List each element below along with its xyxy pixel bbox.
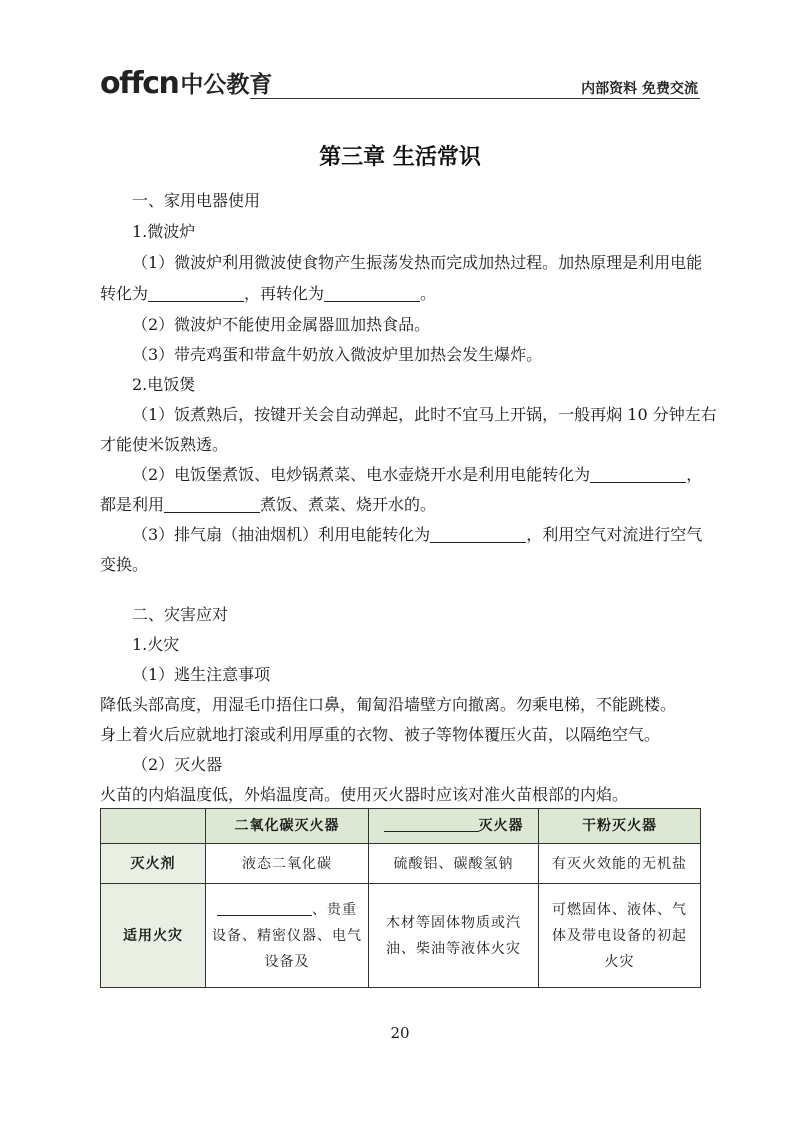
header-note: 内部资料 免费交流: [581, 81, 698, 97]
table-header-co2: 二氧化碳灭火器: [206, 809, 369, 844]
exhaust-fan-line1: [132, 522, 702, 545]
text-fragment: 、贵重: [312, 901, 357, 918]
microwave-item1-line2: [100, 281, 436, 304]
table-cell: 有灭火效能的无机盐: [539, 844, 701, 884]
extinguisher-desc: 火苗的内焰温度低，外焰温度高。使用灭火器时应该对准火苗根部的内焰。: [100, 785, 629, 804]
rice-cooker-item2-line2: [100, 492, 436, 515]
table-row-agent: [101, 844, 701, 884]
exhaust-fan-line2: 变换。: [100, 555, 149, 574]
text-fragment: 都是利用: [100, 495, 165, 514]
table-cell: 木材等固体物质或汽油、柴油等液体火灾: [369, 884, 539, 988]
chapter-title: 第三章 生活常识: [319, 145, 481, 170]
row-label-usage: 适用火灾: [101, 884, 206, 988]
fill-blank[interactable]: [148, 285, 244, 302]
table-cell: 硫酸铝、碳酸氢钠: [369, 844, 539, 884]
table-cell: 可燃固体、液体、气体及带电设备的初起火灾: [539, 884, 701, 988]
text-fragment: 。: [420, 284, 437, 303]
extinguisher-table: [100, 808, 701, 988]
text-fragment: ，再转化为: [244, 284, 325, 303]
microwave-item3: （3）带壳鸡蛋和带盒牛奶放入微波炉里加热会发生爆炸。: [132, 345, 543, 364]
fill-blank[interactable]: [430, 526, 526, 543]
row-label-agent: 灭火剂: [101, 844, 206, 884]
text-fragment: 灭火器: [478, 818, 524, 834]
escape-line2: 身上着火后应就地打滚或利用厚重的衣物、被子等物体覆压火苗，以隔绝空气。: [100, 725, 661, 744]
escape-line1: 降低头部高度，用湿毛巾捂住口鼻，匍匐沿墙壁方向撤离。勿乘电梯，不能跳楼。: [100, 695, 677, 714]
fire-title: 1.火灾: [132, 635, 180, 654]
rice-cooker-item1-line1: （1）饭煮熟后，按键开关会自动弹起，此时不宜马上开锅，一般再焖 10 分钟左右: [132, 405, 717, 424]
offcn-logo: [100, 66, 272, 101]
extinguisher-title: （2）灭火器: [132, 755, 223, 774]
text-fragment: 煮饭、煮菜、烧开水的。: [260, 495, 437, 514]
text-fragment: （2）电饭堡煮饭、电炒锅煮菜、电水壶烧开水是利用电能转化为: [132, 465, 591, 484]
table-cell: [206, 884, 369, 988]
section1-title: 一、家用电器使用: [132, 191, 261, 210]
text-fragment: （3）排气扇（抽油烟机）利用电能转化为: [132, 525, 431, 544]
table-corner-cell: [101, 809, 206, 844]
page-header: [100, 66, 700, 100]
header-rule: [250, 98, 700, 99]
table-row-usage: [101, 884, 701, 988]
fill-blank[interactable]: [164, 496, 260, 513]
escape-title: （1）逃生注意事项: [132, 665, 271, 684]
table-cell: 液态二氧化碳: [206, 844, 369, 884]
rice-cooker-item1-line2: 才能使米饭熟透。: [100, 435, 229, 454]
page-number: 20: [390, 1024, 410, 1042]
section2-title: 二、灾害应对: [132, 605, 229, 624]
text-fragment: ，利用空气对流进行空气: [526, 525, 703, 544]
microwave-title: 1.微波炉: [132, 222, 196, 241]
text-fragment: ，: [686, 465, 703, 484]
rice-cooker-item2-line1: [132, 462, 702, 485]
fill-blank[interactable]: [324, 285, 420, 302]
rice-cooker-title: 2.电饭煲: [132, 375, 196, 394]
fill-blank[interactable]: [217, 901, 312, 916]
fill-blank[interactable]: [384, 817, 479, 832]
logo-english: offcn: [100, 66, 179, 101]
text-fragment: 转化为: [100, 284, 149, 303]
microwave-item1-line1: （1）微波炉利用微波使食物产生振荡发热而完成加热过程。加热原理是利用电能: [132, 253, 703, 272]
table-header-row: [101, 809, 701, 844]
table-header-foam: [369, 809, 539, 844]
table-header-powder: 干粉灭火器: [539, 809, 701, 844]
fill-blank[interactable]: [590, 466, 686, 483]
text-fragment: 设备、精密仪器、电气设备及: [212, 927, 362, 970]
microwave-item2: （2）微波炉不能使用金属器皿加热食品。: [132, 315, 431, 334]
logo-chinese: 中公教育: [180, 72, 273, 98]
